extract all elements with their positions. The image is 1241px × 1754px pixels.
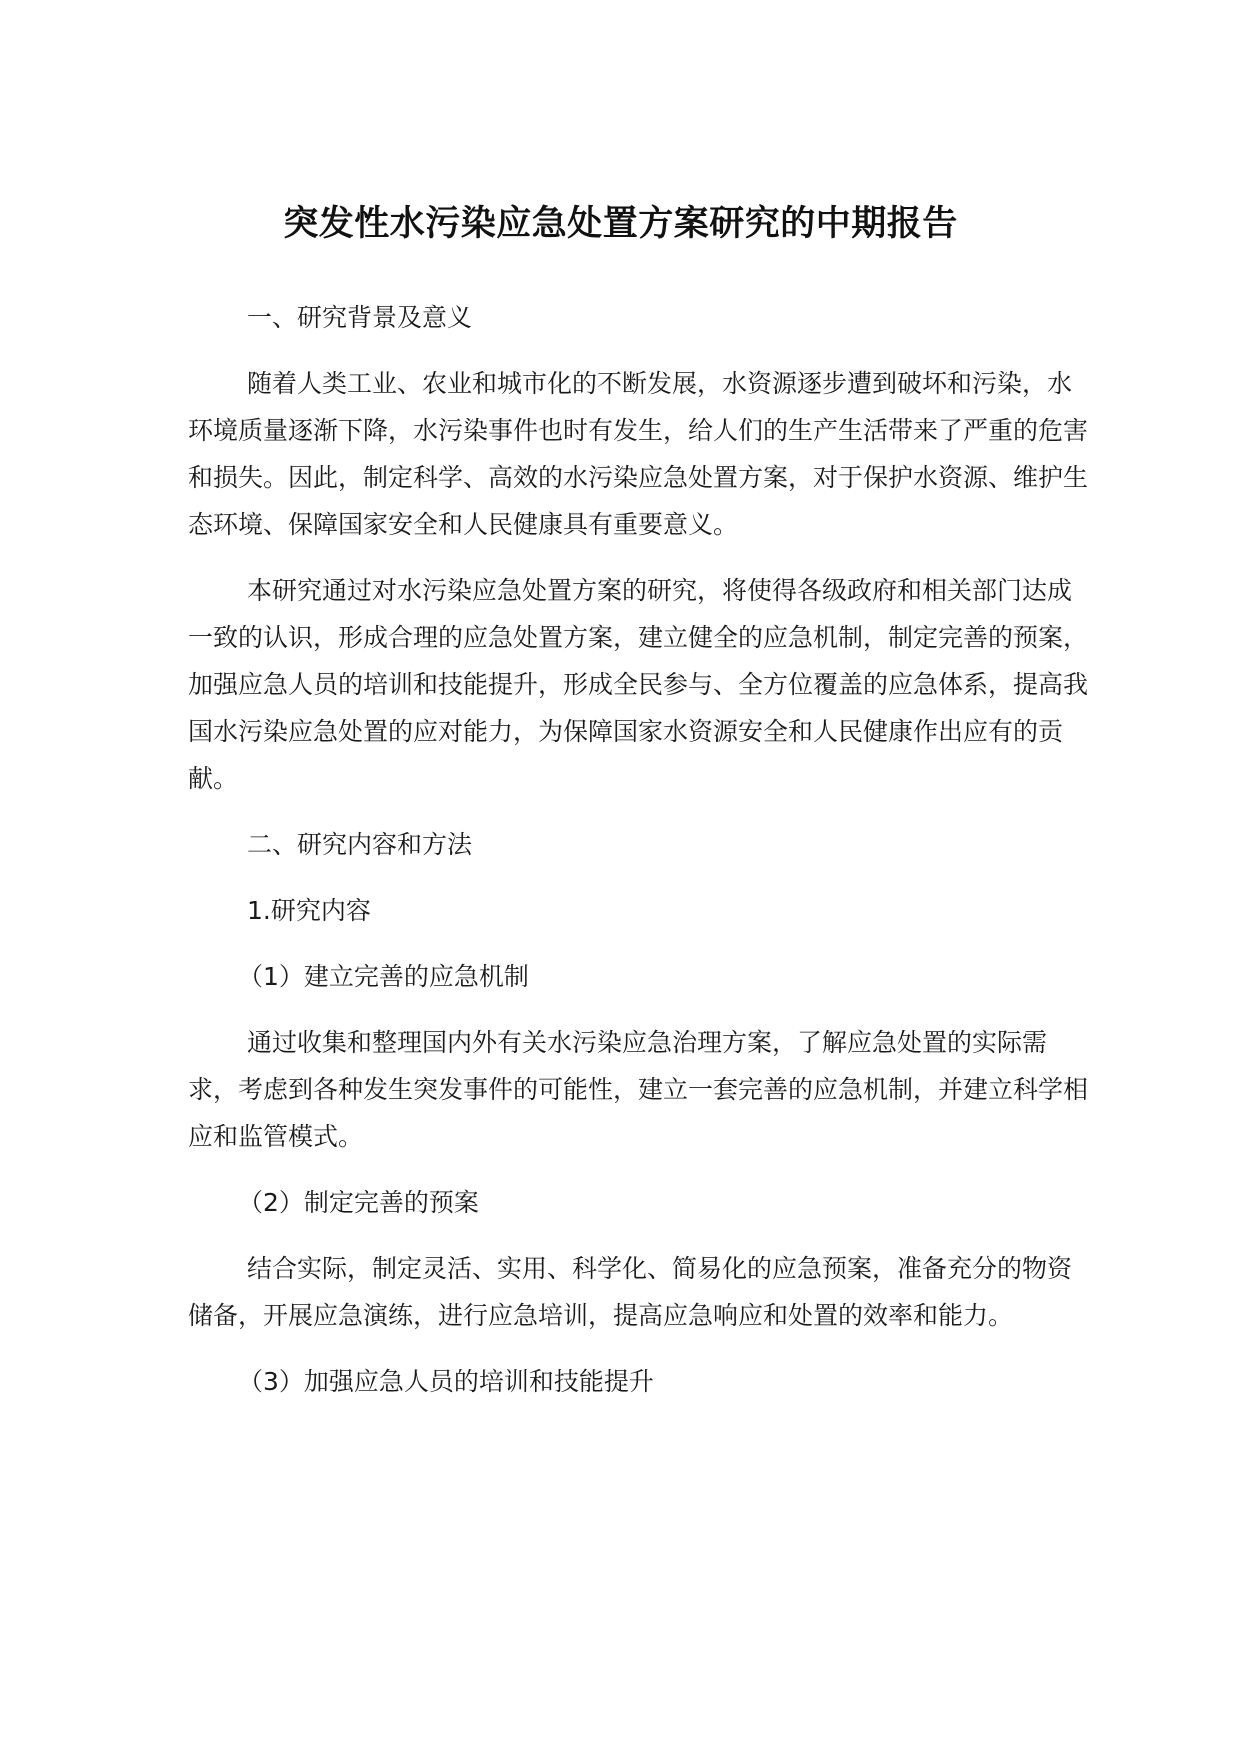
paragraph-item-1: 通过收集和整理国内外有关水污染应急治理方案，了解应急处置的实际需求，考虑到各种发生突发事件的可能性，建立一套完善的应急机制，并建立科学相应和监管模式。 — [188, 1028, 1089, 1151]
paragraph-background: 随着人类工业、农业和城市化的不断发展，水资源逐步遭到破坏和污染，水环境质量逐渐下降，水污染事件也时有发生，给人们的生产生活带来了严重的危害和损失。因此，制定科学、高效的水污染应急处置方案，对于保护水资源、维护生态环境、保障国家安全和人民健康具有重要意义。 — [188, 369, 1089, 539]
section-heading-background: 一、研究背景及意义 — [247, 303, 473, 332]
document-body — [188, 294, 1088, 1424]
item-heading-2: （2）制定完善的预案 — [238, 1188, 479, 1217]
item-heading-3: （3）加强应急人员的培训和技能提升 — [238, 1367, 654, 1396]
item-heading-1: （1）建立完善的应急机制 — [238, 962, 529, 991]
document-title: 突发性水污染应急处置方案研究的中期报告 — [283, 204, 958, 245]
paragraph-item-2: 结合实际，制定灵活、实用、科学化、简易化的应急预案，准备充分的物资储备，开展应急演练，进行应急培训，提高应急响应和处置的效率和能力。 — [188, 1254, 1073, 1330]
paragraph-significance: 本研究通过对水污染应急处置方案的研究，将使得各级政府和相关部门达成一致的认识，形成合理的应急处置方案，建立健全的应急机制，制定完善的预案，加强应急人员的培训和技能提升，形成全民参与、全方位覆盖的应急体系，提高我国水污染应急处置的应对能力，为保障国家水资源安全和人民健康作出应有的贡献。 — [188, 576, 1089, 793]
subsection-heading-content: 1.研究内容 — [247, 896, 371, 925]
section-heading-content-methods: 二、研究内容和方法 — [247, 830, 473, 859]
